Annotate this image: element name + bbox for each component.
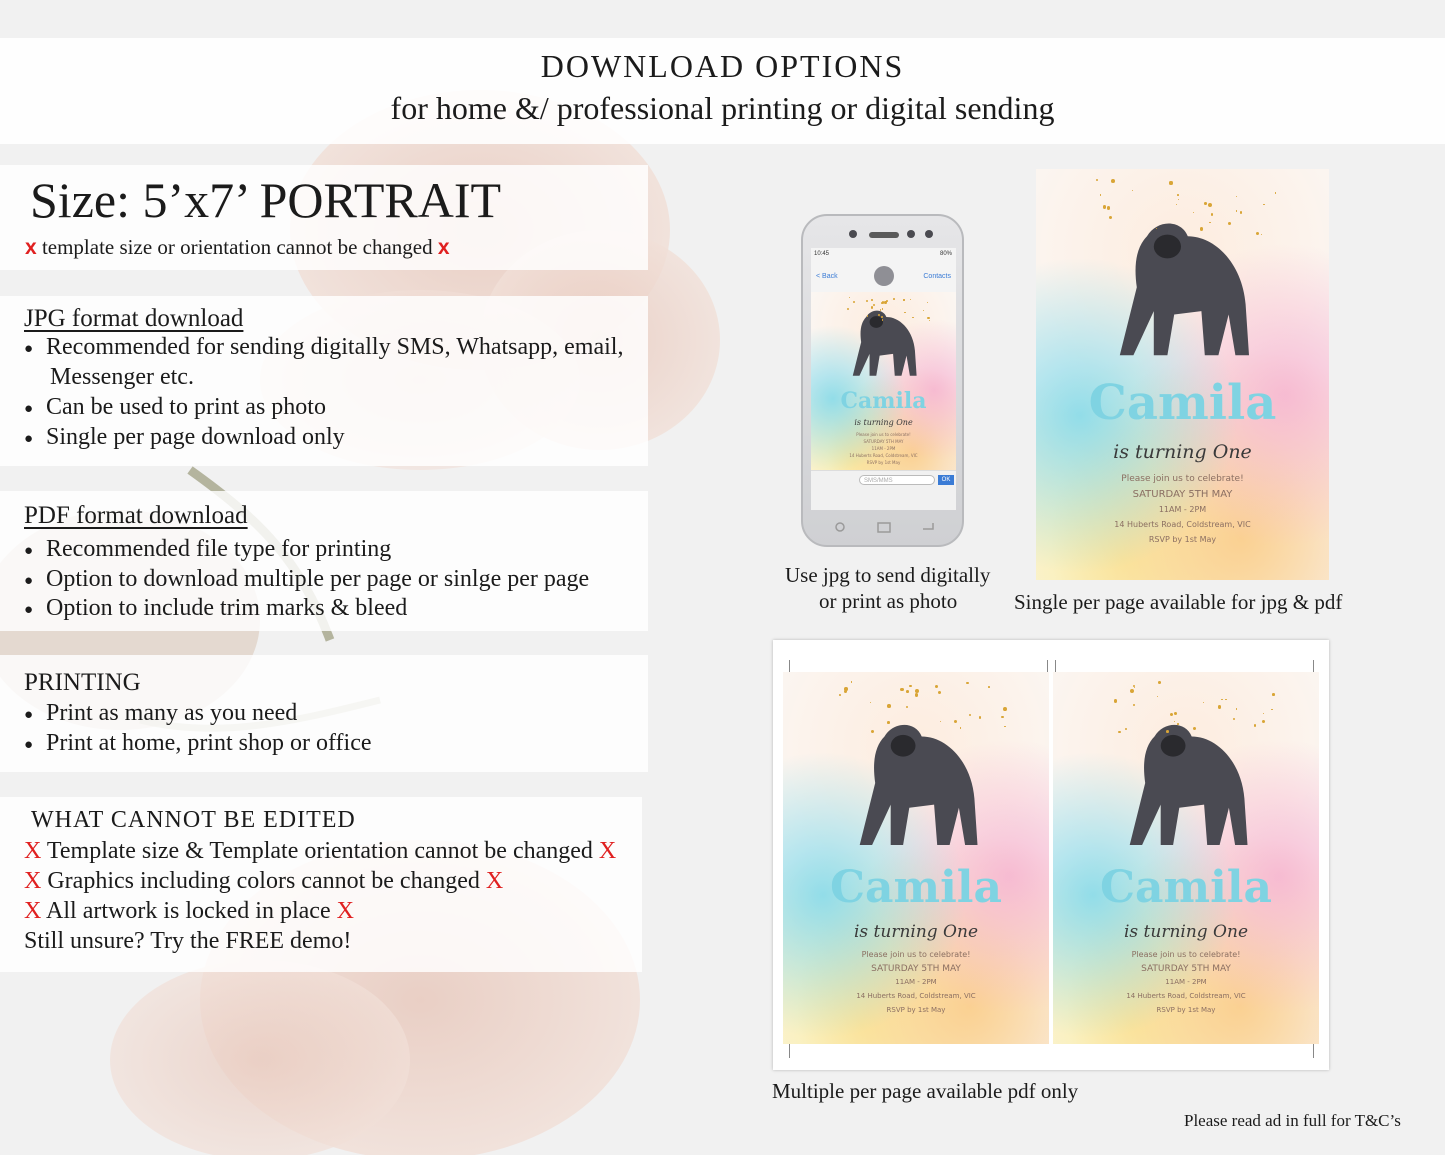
red-x-icon: x (25, 236, 37, 259)
gold-fleck (927, 302, 928, 303)
list-item: Option to include trim marks & bleed (46, 595, 408, 621)
gold-fleck (1271, 709, 1272, 710)
invite-address: 14 Huberts Road, Coldstream, VIC (856, 992, 976, 1000)
list-item: Single per page download only (46, 424, 345, 450)
gold-fleck (1262, 720, 1265, 723)
invite-name: Camila (840, 388, 927, 414)
contact-avatar-icon (874, 266, 894, 286)
list-item: Messenger etc. (50, 364, 194, 390)
gold-fleck (1001, 716, 1004, 719)
red-x-icon: X (485, 868, 504, 894)
invite-join: Please join us to celebrate! (861, 950, 971, 959)
pdf-panel (0, 491, 648, 631)
camera-icon (907, 230, 915, 238)
gold-fleck (1254, 724, 1256, 726)
gold-fleck (851, 681, 853, 683)
gold-fleck (1225, 699, 1227, 701)
gold-fleck (1130, 689, 1134, 693)
gold-fleck (915, 689, 919, 693)
gold-fleck (938, 691, 941, 694)
bullet-icon: ● (24, 401, 34, 417)
list-item: X Graphics including colors cannot be changed X (24, 868, 504, 894)
gold-fleck (1211, 213, 1213, 215)
invite-card-multi-right (1053, 672, 1319, 1044)
phone-battery: 80% (939, 251, 952, 257)
phone-caption-2: or print as photo (819, 589, 958, 613)
bullet-icon: ● (24, 573, 34, 589)
gold-fleck (909, 685, 911, 687)
contacts-link[interactable]: Contacts (923, 273, 951, 280)
gold-fleck (1174, 721, 1175, 722)
invite-turning: is turning One (1113, 441, 1252, 463)
size-title: Size: 5’x7’ PORTRAIT (30, 172, 502, 228)
sms-input[interactable]: SMS/MMS (859, 475, 935, 485)
gold-fleck (929, 320, 930, 321)
red-x-icon: X (24, 868, 42, 894)
gold-fleck (839, 694, 841, 696)
cannot-edit-panel (0, 797, 642, 972)
jpg-title: JPG format download (24, 305, 244, 332)
phone-home-buttons (815, 517, 954, 537)
demo-text: Still unsure? Try the FREE demo! (24, 928, 352, 954)
bullet-icon: ● (24, 431, 34, 447)
list-item: Recommended file type for printing (46, 536, 392, 562)
gold-fleck (1204, 202, 1207, 205)
cannot-edit-title: WHAT CANNOT BE EDITED (31, 807, 356, 833)
gold-fleck (1221, 699, 1223, 701)
size-note-text: template size or orientation cannot be changed (36, 235, 438, 259)
red-x-icon: X (24, 838, 42, 864)
phone-nav-bar (811, 262, 956, 293)
gold-fleck (866, 300, 868, 302)
gold-fleck (966, 682, 969, 685)
header-banner (0, 38, 1445, 144)
gold-fleck (1004, 726, 1006, 728)
size-note (25, 235, 450, 260)
invite-name: Camila (829, 862, 1003, 913)
invite-date: SATURDAY 5TH MAY (1132, 489, 1233, 500)
red-x-icon: X (598, 838, 617, 864)
gold-fleck (900, 688, 904, 692)
gold-fleck (1169, 181, 1172, 184)
invite-date: SATURDAY 5TH MAY (863, 439, 904, 444)
invite-time: 11AM - 2PM (1158, 505, 1207, 514)
gold-fleck (1003, 707, 1007, 711)
gold-fleck (1263, 713, 1264, 714)
invite-rsvp: RSVP by 1st May (1156, 1006, 1216, 1014)
gold-fleck (881, 302, 883, 304)
invite-time: 11AM - 2PM (1165, 978, 1207, 986)
gold-fleck (871, 306, 873, 308)
gold-fleck (893, 298, 895, 300)
gorilla-illustration (841, 304, 925, 382)
invite-rsvp: RSVP by 1st May (886, 1006, 946, 1014)
list-item: Print at home, print shop or office (46, 730, 372, 756)
invite-turning: is turning One (853, 922, 979, 942)
gold-fleck (1134, 687, 1135, 688)
invite-rsvp: RSVP by 1st May (1148, 535, 1217, 544)
gold-fleck (1275, 192, 1276, 193)
gold-fleck (903, 299, 904, 300)
invite-address: 14 Huberts Road, Coldstream, VIC (1126, 992, 1246, 1000)
gold-fleck (1236, 196, 1237, 197)
phone-screen (811, 248, 956, 510)
gold-fleck (853, 301, 855, 303)
camera-icon (849, 230, 857, 238)
invite-date: SATURDAY 5TH MAY (871, 964, 961, 974)
phone-status-bar (811, 248, 956, 262)
gold-fleck (1158, 681, 1161, 684)
gold-fleck (1157, 696, 1158, 697)
invite-name: Camila (1088, 375, 1277, 431)
gold-fleck (887, 721, 890, 724)
phone-speaker (869, 232, 899, 238)
gold-fleck (880, 309, 881, 310)
gold-fleck (906, 690, 909, 693)
bullet-icon: ● (24, 707, 34, 723)
send-ok-button[interactable]: OK (938, 475, 954, 485)
pdf-title: PDF format download (24, 502, 248, 529)
list-item: Option to download multiple per page or sinlge per page (46, 566, 590, 592)
trim-mark (789, 1044, 790, 1058)
page-title: DOWNLOAD OPTIONS (540, 48, 905, 84)
gold-fleck (1177, 723, 1179, 725)
list-item: Can be used to print as photo (46, 394, 326, 420)
invite-card-single (1036, 169, 1329, 580)
invite-join: Please join us to celebrate! (1121, 474, 1244, 484)
gold-fleck (954, 720, 957, 723)
phone-caption-1: Use jpg to send digitally (785, 563, 991, 587)
invite-turning: is turning One (854, 418, 913, 427)
list-item: Print as many as you need (46, 700, 298, 726)
invite-address: 14 Huberts Road, Coldstream, VIC (1114, 520, 1251, 529)
gold-fleck (915, 693, 919, 697)
gold-fleck (887, 704, 891, 708)
gold-fleck (1218, 705, 1221, 708)
gold-fleck (1170, 713, 1173, 716)
list-item: X All artwork is locked in place X (24, 898, 354, 924)
invite-join: Please join us to celebrate! (856, 432, 911, 437)
red-x-icon: x (437, 236, 450, 259)
invite-time: 11AM - 2PM (895, 978, 937, 986)
gold-fleck (1203, 702, 1204, 703)
invite-rsvp: RSVP by 1st May (866, 460, 901, 465)
gold-fleck (844, 690, 847, 693)
invite-card-phone (811, 292, 956, 470)
bullet-icon: ● (24, 602, 34, 618)
gold-fleck (1193, 212, 1194, 213)
gold-fleck (849, 297, 851, 299)
size-panel (0, 165, 648, 270)
multiple-caption: Multiple per page available pdf only (772, 1079, 1079, 1103)
gold-fleck (1240, 211, 1242, 213)
bullet-icon: ● (24, 341, 34, 357)
gold-fleck (1096, 179, 1098, 181)
gold-fleck (882, 308, 883, 309)
gorilla-illustration (1096, 199, 1266, 379)
gold-fleck (1100, 194, 1102, 196)
gold-fleck (1133, 685, 1135, 687)
sms-compose-bar (811, 470, 956, 510)
bullet-icon: ● (24, 737, 34, 753)
gold-fleck (1272, 693, 1275, 696)
gold-fleck (1132, 190, 1134, 192)
invite-join: Please join us to celebrate! (1131, 950, 1241, 959)
single-caption: Single per page available for jpg & pdf (1014, 590, 1343, 614)
footnote: Please read ad in full for T&C’s (1184, 1111, 1401, 1130)
gold-fleck (882, 319, 883, 320)
gold-fleck (1176, 204, 1177, 205)
printing-panel (0, 655, 648, 772)
printing-title: PRINTING (24, 669, 141, 696)
gold-fleck (1228, 222, 1231, 225)
gold-fleck (1208, 203, 1212, 207)
gorilla-illustration (838, 702, 993, 867)
red-x-icon: X (24, 898, 42, 924)
gold-fleck (884, 301, 886, 303)
multi-page-sheet (773, 640, 1329, 1070)
gold-fleck (1107, 206, 1111, 210)
bullet-icon: ● (24, 543, 34, 559)
list-item: X Template size & Template orientation cannot be changed X (24, 838, 617, 864)
invite-turning: is turning One (1123, 922, 1249, 942)
gold-fleck (935, 685, 938, 688)
red-x-icon: X (336, 898, 354, 924)
invite-card-multi-left (783, 672, 1049, 1044)
gold-fleck (988, 686, 990, 688)
gold-fleck (910, 299, 911, 300)
gold-fleck (1177, 194, 1179, 196)
gorilla-illustration (1108, 702, 1263, 867)
phone-mockup (801, 214, 964, 547)
phone-time: 10:45 (814, 251, 830, 257)
back-link[interactable]: < Back (816, 273, 838, 280)
invite-date: SATURDAY 5TH MAY (1141, 964, 1231, 974)
camera-icon (925, 230, 933, 238)
gold-fleck (1114, 699, 1117, 702)
list-item: Recommended for sending digitally SMS, Whatsapp, email, (46, 334, 624, 360)
invite-name: Camila (1099, 862, 1273, 913)
gold-fleck (871, 299, 873, 301)
trim-mark (1313, 1044, 1314, 1058)
page-subtitle: for home &/ professional printing or digital sending (390, 90, 1055, 126)
gold-fleck (1111, 179, 1115, 183)
invite-time: 11AM - 2PM (871, 446, 896, 451)
jpg-panel (0, 296, 648, 466)
invite-address: 14 Huberts Road, Coldstream, VIC (849, 453, 918, 458)
